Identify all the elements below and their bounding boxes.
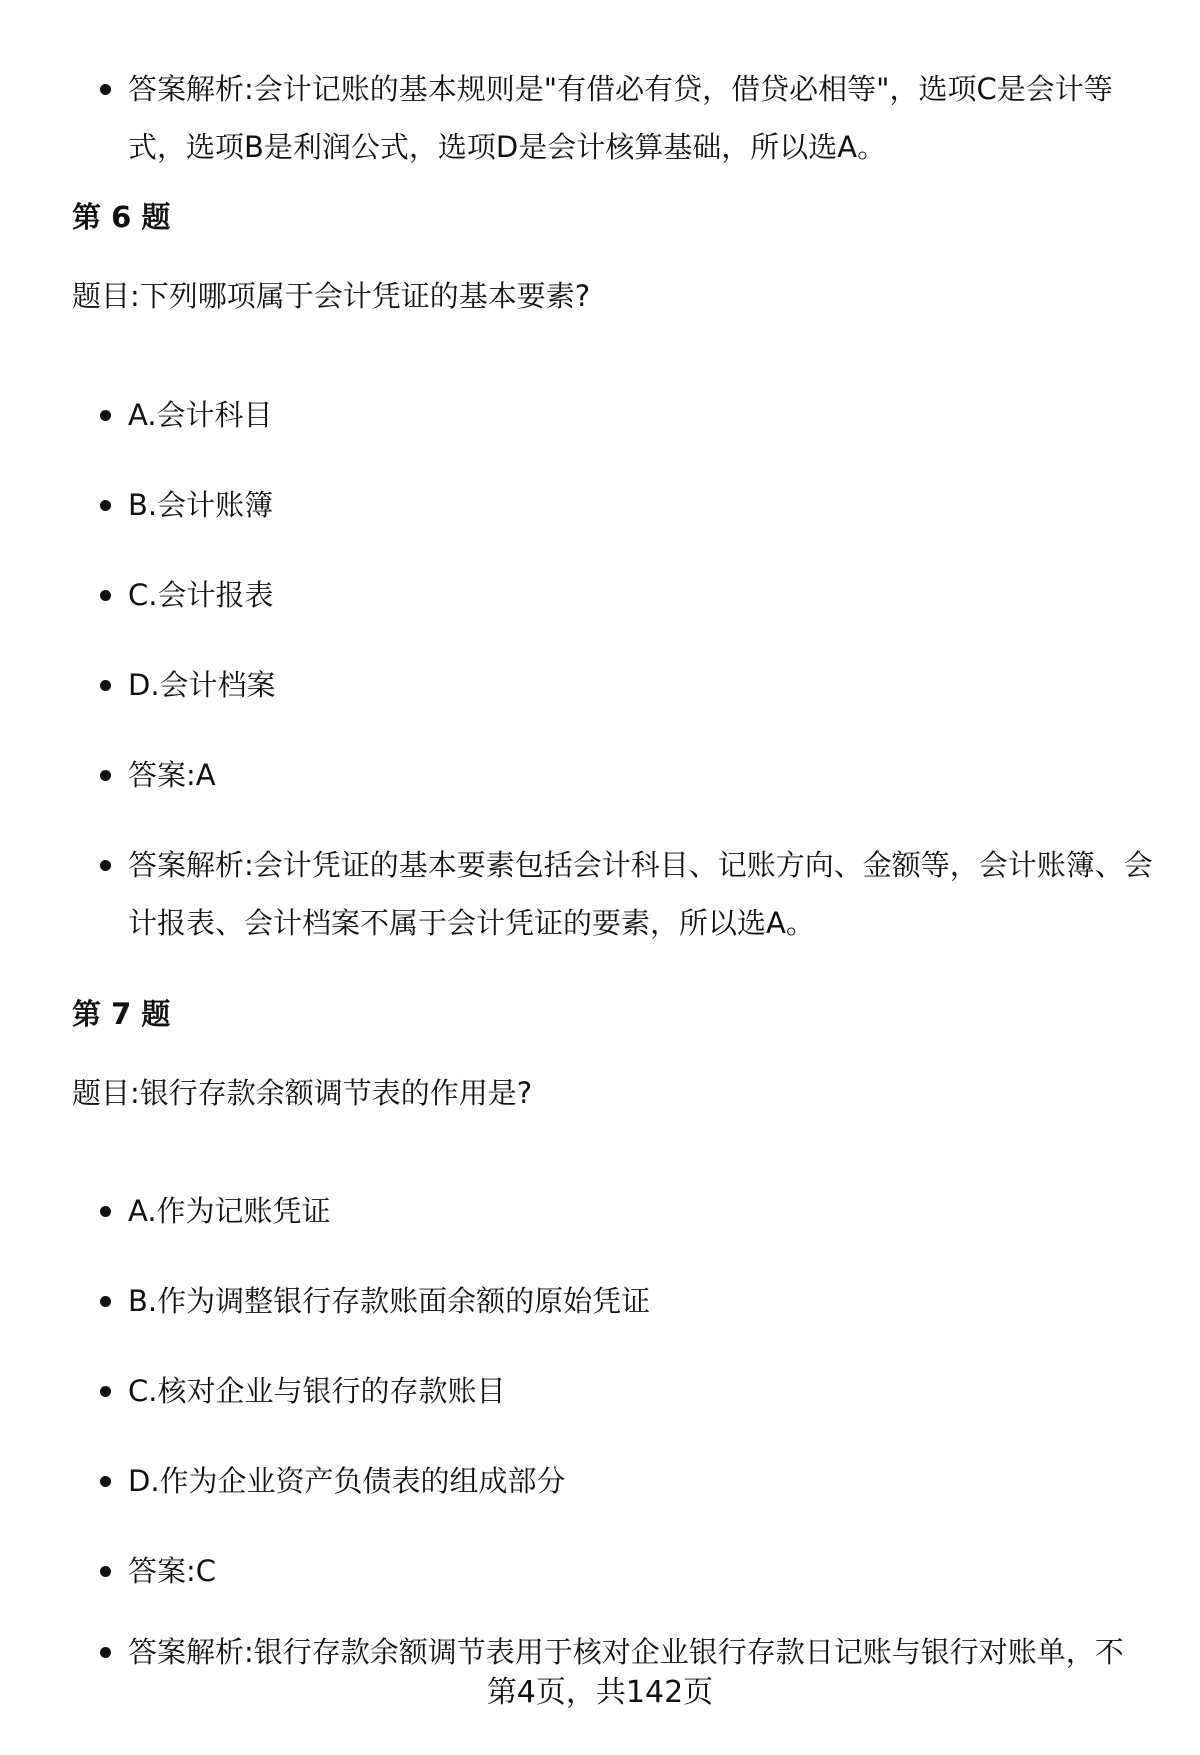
option-item: A.作为记账凭证 — [128, 1194, 331, 1228]
answer-item: 答案:A — [128, 758, 216, 792]
question-text: 题目:银行存款余额调节表的作用是? — [72, 1076, 533, 1110]
option-item: B.作为调整银行存款账面余额的原始凭证 — [128, 1284, 651, 1318]
question-heading: 第 7 题 — [72, 997, 171, 1031]
option-item: C.核对企业与银行的存款账目 — [128, 1374, 506, 1408]
bullet — [100, 1296, 111, 1307]
option-item: C.会计报表 — [128, 578, 274, 612]
answer-item: 答案:C — [128, 1554, 217, 1588]
bullet — [100, 1566, 111, 1577]
bullet — [100, 680, 111, 691]
question-text: 题目:下列哪项属于会计凭证的基本要素? — [72, 279, 591, 313]
bullet — [100, 770, 111, 781]
option-item: B.会计账簿 — [128, 488, 274, 522]
bullet — [100, 84, 111, 95]
option-item: D.作为企业资产负债表的组成部分 — [128, 1464, 566, 1498]
answer-analysis: 答案解析:银行存款余额调节表用于核对企业银行存款日记账与银行对账单，不 — [128, 1635, 1124, 1669]
bullet — [100, 860, 111, 871]
page-indicator: 第4页，共142页 — [486, 1675, 714, 1710]
bullet — [100, 590, 111, 601]
bullet — [100, 410, 111, 421]
bullet — [100, 1206, 111, 1217]
option-item: D.会计档案 — [128, 668, 276, 702]
bullet — [100, 500, 111, 511]
option-item: A.会计科目 — [128, 398, 273, 432]
answer-analysis: 答案解析:会计记账的基本规则是"有借必有贷，借贷必相等"，选项C是会计等式，选项B是利润公式，选项D是会计核算基础，所以选A。 — [128, 72, 1113, 164]
bullet — [100, 1476, 111, 1487]
bullet — [100, 1386, 111, 1397]
answer-analysis: 答案解析:会计凭证的基本要素包括会计科目、记账方向、金额等，会计账簿、会计报表、会计档案不属于会计凭证的要素，所以选A。 — [128, 848, 1153, 940]
question-heading: 第 6 题 — [72, 200, 171, 234]
bullet — [100, 1647, 111, 1658]
